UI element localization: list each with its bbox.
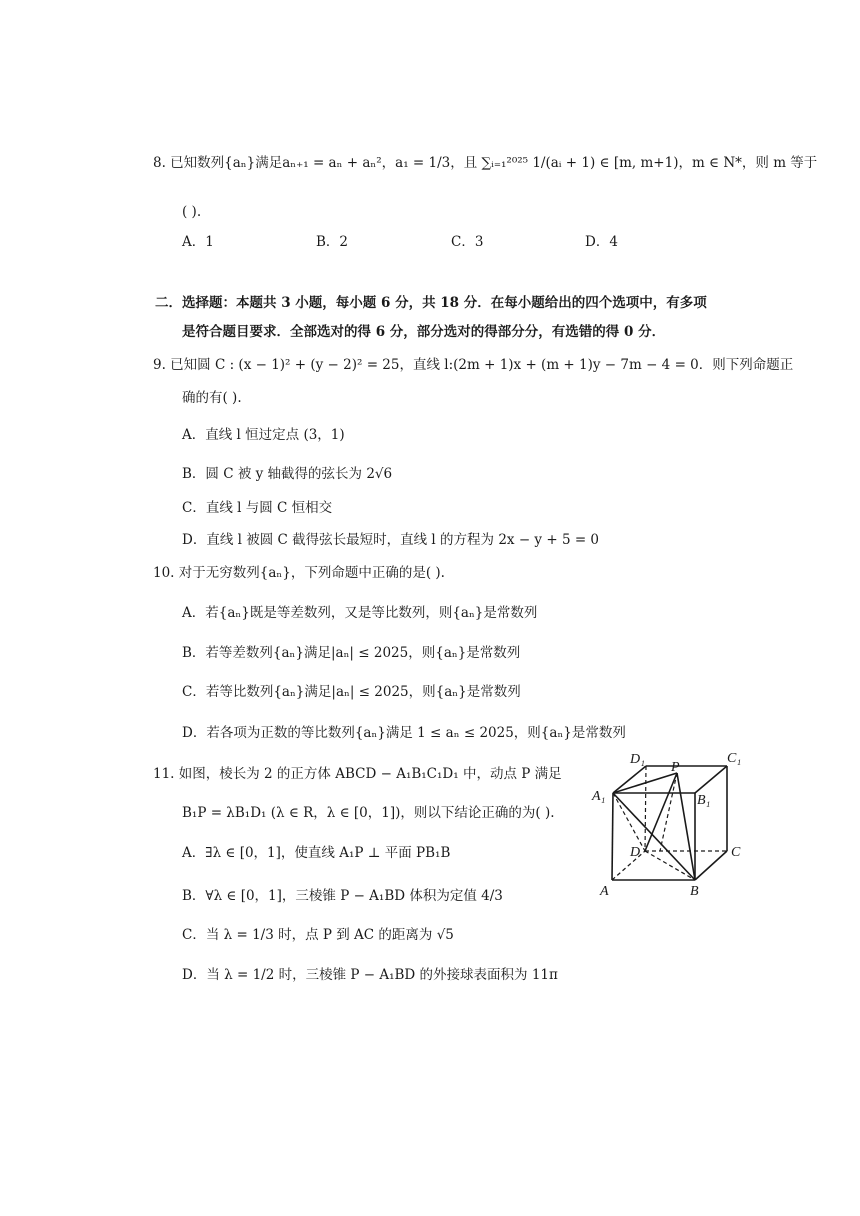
q11-stem-cont: B₁P = λB₁D₁ (λ ∈ R，λ ∈ [0，1])，则以下结论正确的为( ). [182,805,555,821]
edge-a1-a [612,793,613,880]
segment-a1-p [613,773,677,793]
q9-option-c: C．直线 l 与圆 C 恒相交 [182,500,333,516]
q10-stem: 10. 对于无穷数列{aₙ}，下列命题中正确的是( ). [153,565,445,581]
q10-option-a: A．若{aₙ}既是等差数列，又是等比数列，则{aₙ}是常数列 [182,605,538,621]
q11-option-a: A．∃λ ∈ [0，1]，使直线 A₁P ⊥ 平面 PB₁B [182,845,451,861]
q11-option-d: D．当 λ = 1/2 时，三棱锥 P − A₁BD 的外接球表面积为 11π [182,967,558,983]
label-d1: D₁ [630,752,645,767]
q10-option-b: B．若等差数列{aₙ}满足|aₙ| ≤ 2025，则{aₙ}是常数列 [182,645,521,661]
label-a1: A₁ [592,789,606,804]
hidden-edge-d1-d [645,766,646,851]
label-c1: C₁ [727,751,742,766]
label-a: A [600,884,609,899]
cube-figure [590,744,760,904]
edge-a1-d1 [613,766,646,793]
dashed-p-foot [660,773,677,851]
q10-option-d: D．若各项为正数的等比数列{aₙ}满足 1 ≤ aₙ ≤ 2025，则{aₙ}是常数列 [182,725,626,741]
label-b1: B₁ [697,793,711,808]
q8-stem-paren: ( ). [182,204,202,220]
q9-option-d: D．直线 l 被圆 C 截得弦长最短时，直线 l 的方程为 2x − y + 5 = 0 [182,532,600,548]
q10-option-c: C．若等比数列{aₙ}满足|aₙ| ≤ 2025，则{aₙ}是常数列 [182,684,521,700]
q8-option-a: A．1 [182,234,214,250]
label-p: P [671,760,680,775]
section-2-heading-cont: 是符合题目要求．全部选对的得 6 分，部分选对的得部分分，有选错的得 0 分． [182,324,666,340]
q9-stem: 9. 已知圆 C : (x − 1)² + (y − 2)² = 25，直线 l:(2m + 1)x + (m + 1)y − 7m − 4 = 0．则下列命题正 [153,357,794,373]
label-c: C [731,845,741,860]
q9-option-b: B．圆 C 被 y 轴截得的弦长为 2√6 [182,466,393,482]
q11-option-b: B．∀λ ∈ [0，1]，三棱锥 P − A₁BD 体积为定值 4/3 [182,888,503,904]
q8-option-b: B．2 [316,234,349,250]
q8-option-c: C．3 [451,234,484,250]
edge-c-b [695,851,727,880]
edge-c1-b1 [695,766,727,793]
label-b: B [690,884,699,899]
section-2-heading: 二．选择题：本题共 3 小题，每小题 6 分，共 18 分．在每小题给出的四个选项中，有多项 [155,295,707,311]
q8-stem: 8. 已知数列{aₙ}满足aₙ₊₁ = aₙ + aₙ²，a₁ = 1/3，且 ∑ᵢ₌₁²⁰²⁵ 1/(aᵢ + 1) ∈ [m, m+1)，m ∈ N*，则 m 等于 [153,155,818,171]
segment-p-d [645,773,677,851]
q8-option-d: D．4 [585,234,618,250]
q11-stem: 11. 如图，棱长为 2 的正方体 ABCD − A₁B₁C₁D₁ 中，动点 P 满足 [153,766,562,782]
q9-option-a: A．直线 l 恒过定点 (3，1) [182,427,345,443]
q9-stem-cont: 确的有( ). [182,390,242,406]
dashed-d-b [645,851,695,880]
label-d: D [630,845,641,860]
q11-option-c: C．当 λ = 1/3 时，点 P 到 AC 的距离为 √5 [182,927,454,943]
